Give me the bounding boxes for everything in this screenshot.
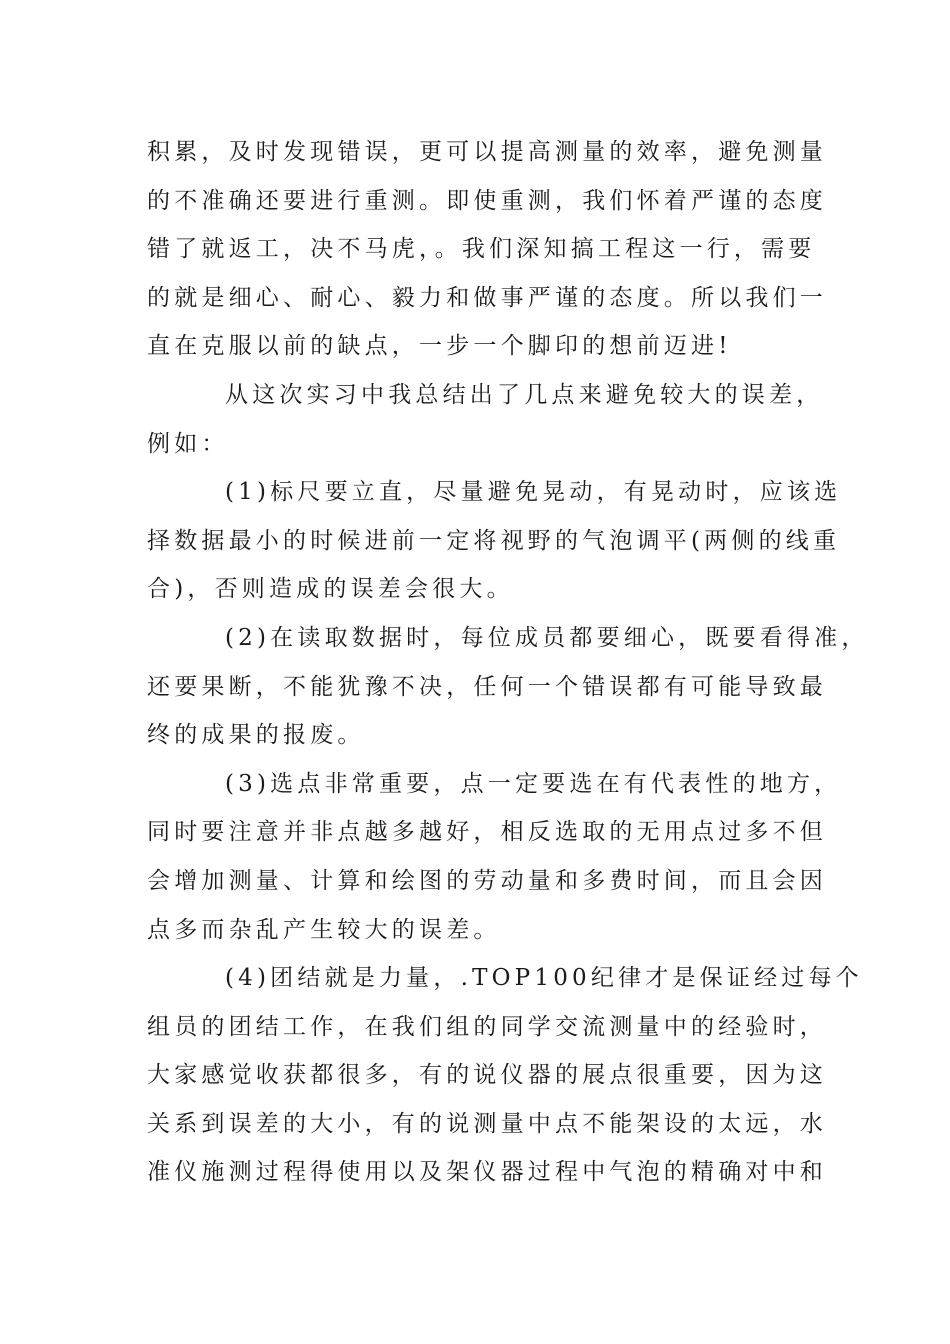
text-line: (4)团结就是力量，.TOP100纪律才是保证经过每个 xyxy=(225,965,863,992)
text-line: 的不准确还要进行重测。即使重测，我们怀着严谨的态度 xyxy=(147,187,827,214)
text-line: (2)在读取数据时，每位成员都要细心，既要看得准， xyxy=(225,624,869,651)
text-line: 准仪施测过程得使用以及架仪器过程中气泡的精确对中和 xyxy=(147,1159,827,1186)
text-line: 大家感觉收获都很多，有的说仪器的展点很重要，因为这 xyxy=(147,1062,827,1089)
text-line: 组员的团结工作，在我们组的同学交流测量中的经验时， xyxy=(147,1013,827,1040)
text-line: 关系到误差的大小，有的说测量中点不能架设的太远，水 xyxy=(147,1110,827,1137)
text-line: (3)选点非常重要，点一定要选在有代表性的地方， xyxy=(225,770,842,797)
text-line: 错了就返工，决不马虎，。我们深知搞工程这一行，需要 xyxy=(147,236,816,263)
text-line: 直在克服以前的缺点，一步一个脚印的想前迈进! xyxy=(147,333,732,360)
text-line: 还要果断，不能犹豫不决，任何一个错误都有可能导致最 xyxy=(147,673,827,700)
body-text xyxy=(147,128,869,1197)
text-line: (1)标尺要立直，尽量避免晃动，有晃动时，应该选 xyxy=(225,479,842,506)
text-line: 同时要注意并非点越多越好，相反选取的无用点过多不但 xyxy=(147,819,827,846)
text-line: 合)，否则造成的误差会很大。 xyxy=(147,576,514,603)
text-line: 的就是细心、耐心、毅力和做事严谨的态度。所以我们一 xyxy=(147,284,827,311)
text-line: 积累，及时发现错误，更可以提高测量的效率，避免测量 xyxy=(147,139,827,165)
text-line: 例如： xyxy=(147,430,229,457)
text-line: 点多而杂乱产生较大的误差。 xyxy=(147,916,501,943)
text-line: 会增加测量、计算和绘图的劳动量和多费时间，而且会因 xyxy=(147,867,827,894)
text-line: 终的成果的报废。 xyxy=(147,722,365,749)
text-line: 择数据最小的时候进前一定将视野的气泡调平(两侧的线重 xyxy=(147,527,841,554)
text-line: 从这次实习中我总结出了几点来避免较大的误差， xyxy=(225,381,824,408)
